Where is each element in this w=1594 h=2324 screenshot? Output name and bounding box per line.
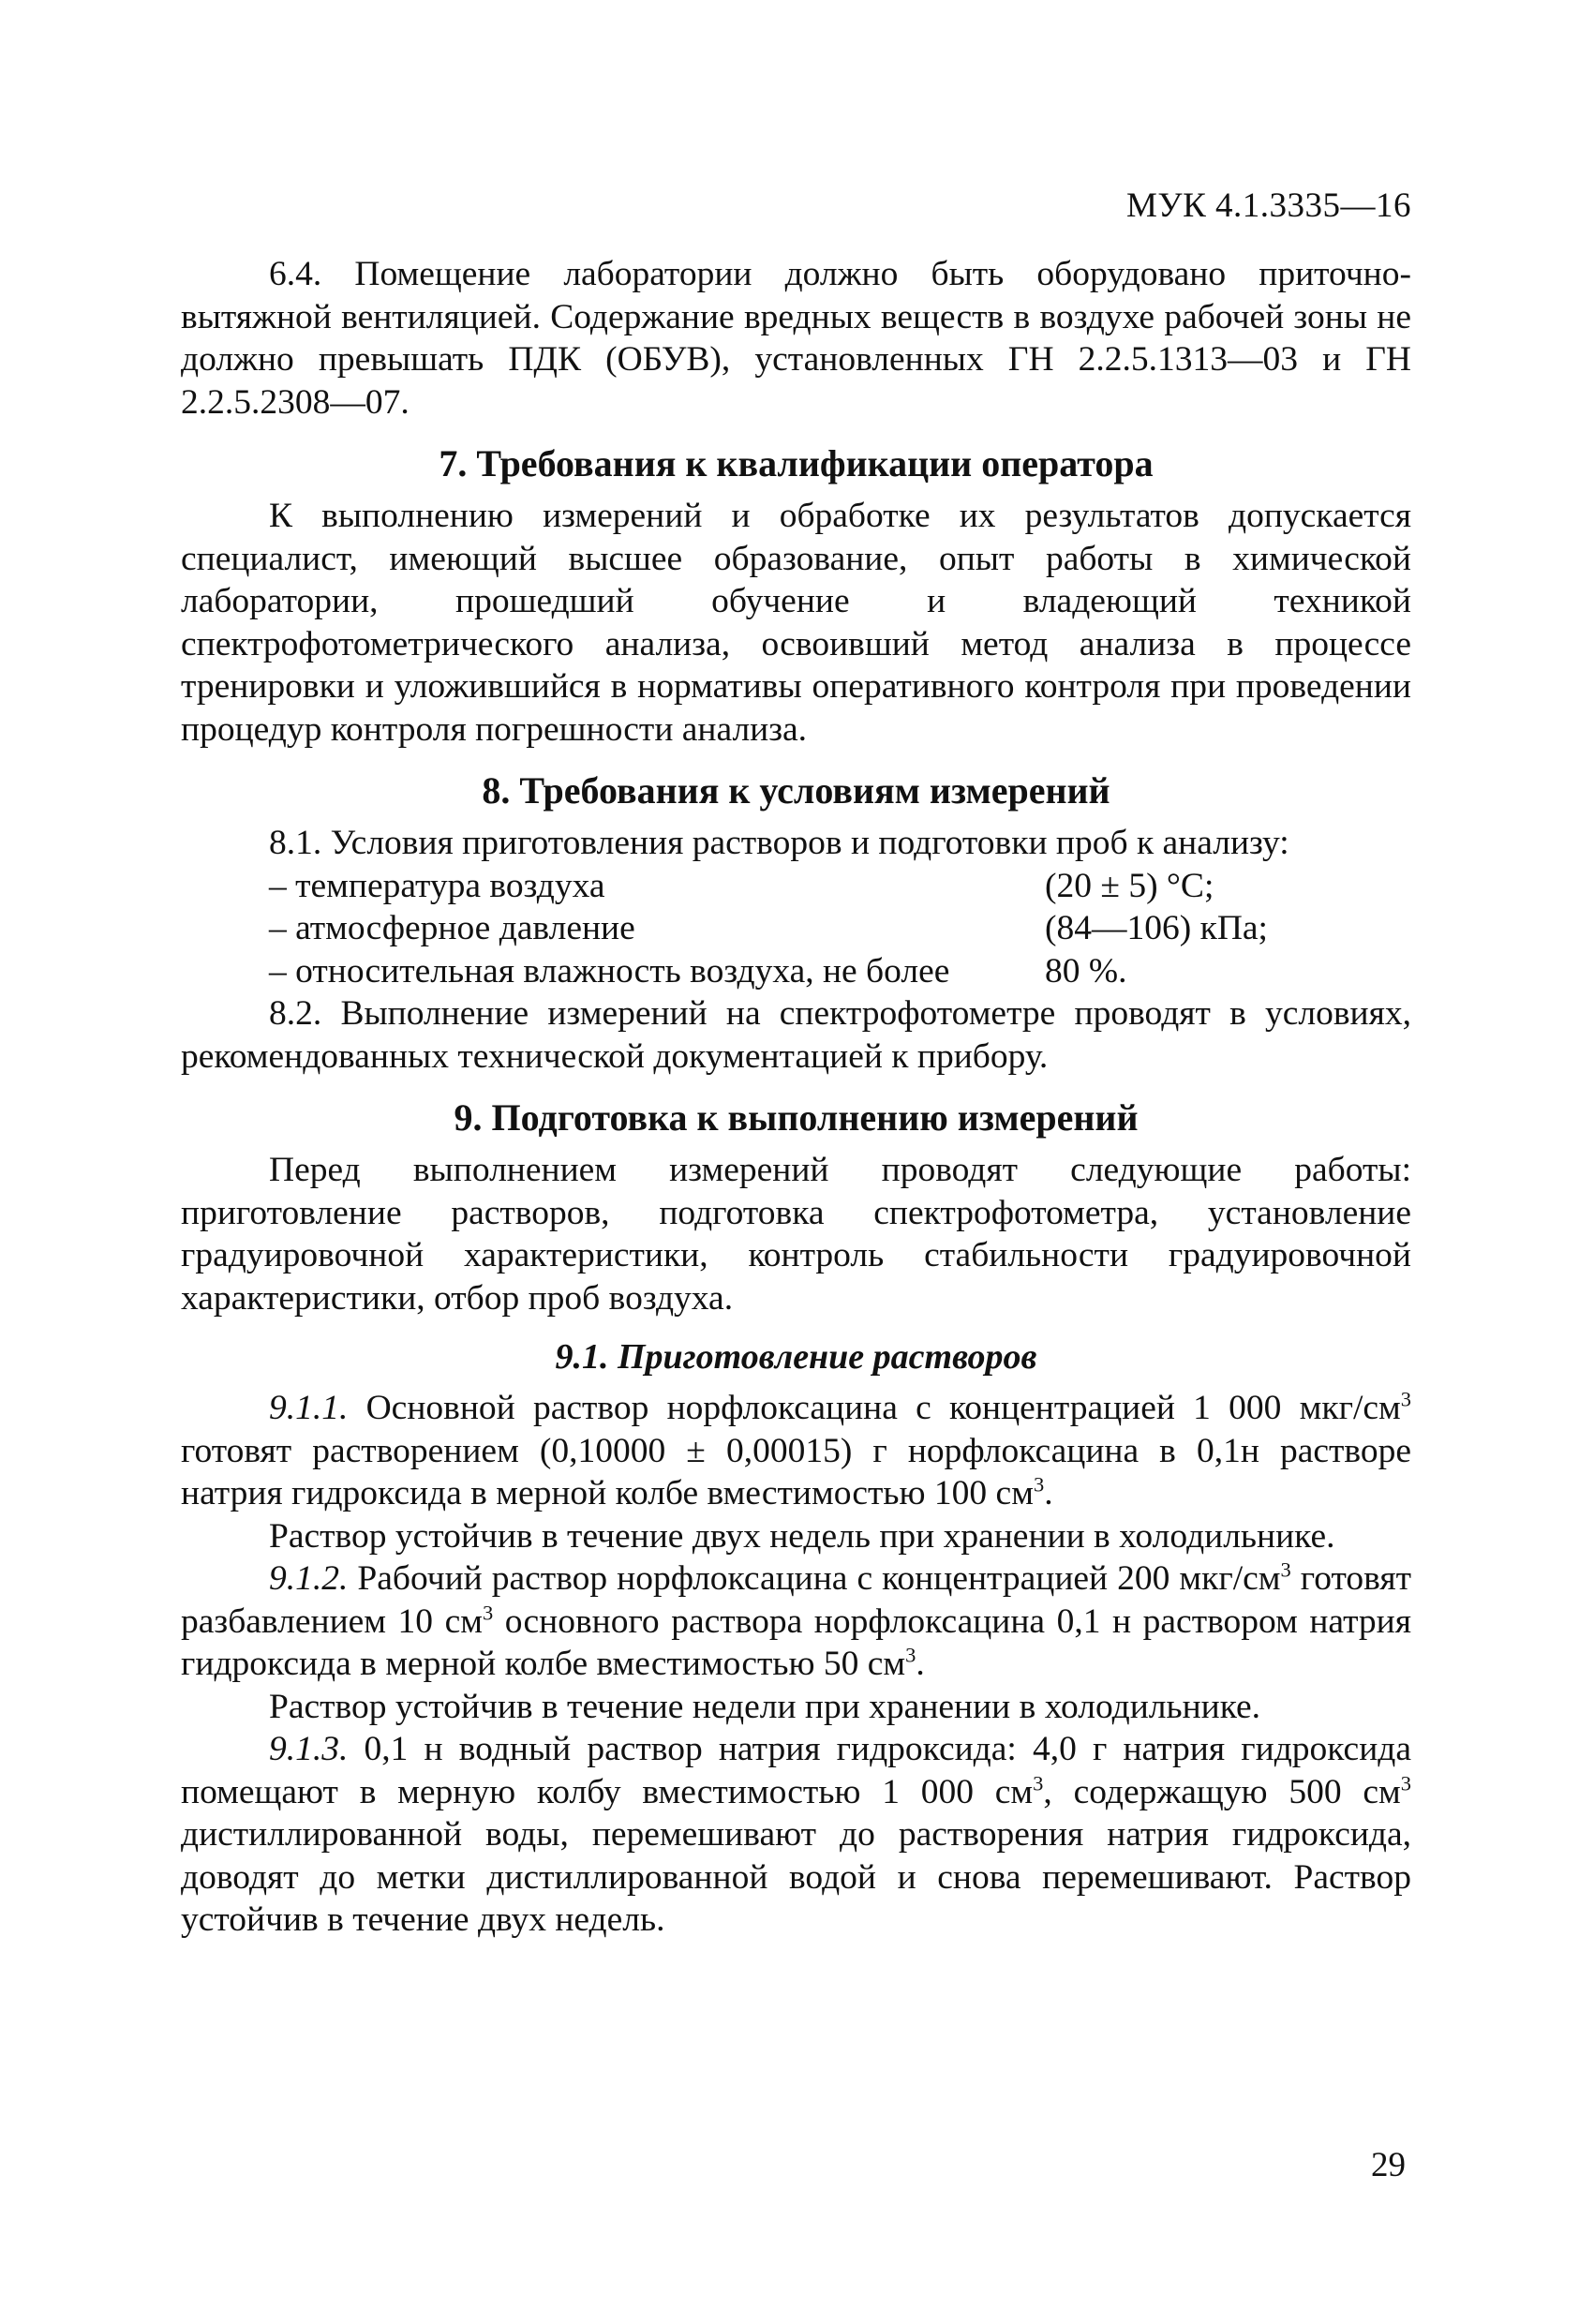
text-run: . [916, 1645, 925, 1683]
page-content [181, 253, 1411, 1942]
text-run: дистиллированной воды, перемешивают до растворения натрия гидроксида, доводят до метки дистиллированной водой и снова перемешивают. Раствор устойчив в течение двух недель. [181, 1815, 1411, 1939]
paragraph-9-1-1-note: Раствор устойчив в течение двух недель при хранении в холодильнике. [269, 1516, 1335, 1556]
section-7-heading: 7. Требования к квалификации оператора [439, 442, 1154, 484]
subsection-9-1-heading: 9.1. Приготовление растворов [555, 1337, 1037, 1377]
condition-label: – атмосферное давление [269, 909, 635, 947]
condition-value: (20 ± 5) °С; [1045, 866, 1214, 905]
paragraph-9-1-2-note: Раствор устойчив в течение недели при хранении в холодильнике. [269, 1687, 1261, 1726]
superscript: 3 [905, 1643, 916, 1667]
document-code-header: МУК 4.1.3335—16 [1125, 186, 1411, 225]
paragraph-9-1-1 [181, 1387, 1411, 1515]
superscript: 3 [483, 1601, 494, 1624]
condition-value: (84—106) кПа; [1045, 909, 1268, 947]
text-run: . [1044, 1474, 1053, 1512]
superscript: 3 [1400, 1771, 1412, 1795]
item-number: 9.1.1. [269, 1389, 349, 1427]
text-run: , содержащую 500 см [1043, 1772, 1401, 1811]
section-9-intro: Перед выполнением измерений проводят следующие работы: приготовление растворов, подготовка спектрофотометра, установление градуировочной характеристики, контроль стабильности градуировочной характеристики, отбор проб воздуха. [181, 1151, 1411, 1318]
section-8-heading: 8. Требования к условиям измерений [482, 769, 1110, 812]
page-number: 29 [1371, 2146, 1406, 2184]
section-7-text: К выполнению измерений и обработке их результатов допускается специалист, имеющий высшее образование, опыт работы в химической лаборатории, прошедший обучение и владеющий техникой спектрофотометрического анализа, освоивший метод анализа в процессе тренировки и уложившийся в нормативы оперативного контроля при проведении процедур контроля погрешности анализа. [181, 497, 1411, 749]
text-run: готовят разбавлением 10 см [181, 1559, 1411, 1641]
paragraph-9-1-3 [181, 1728, 1411, 1942]
item-number: 9.1.3. [269, 1730, 349, 1768]
section-9-heading: 9. Подготовка к выполнению измерений [454, 1096, 1139, 1139]
text-run: готовят растворением (0,10000 ± 0,00015) г норфлоксацина в 0,1н растворе натрия гидроксида в мерной колбе вместимостью 100 см [181, 1431, 1411, 1512]
text-run: Основной раствор норфлоксацина с концентрацией 1 000 мкг/см [348, 1389, 1401, 1427]
condition-value: 80 %. [1045, 951, 1127, 991]
superscript: 3 [1033, 1771, 1044, 1795]
paragraph-8-1: 8.1. Условия приготовления растворов и подготовки проб к анализу: [269, 824, 1289, 862]
text-run: основного раствора норфлоксацина 0,1 н раствором натрия гидроксида в мерной колбе вместимостью 50 см [181, 1601, 1411, 1683]
condition-label: – температура воздуха [269, 866, 605, 905]
paragraph-6-4: 6.4. Помещение лаборатории должно быть оборудовано приточно-вытяжной вентиляцией. Содержание вредных веществ в воздухе рабочей зоны не должно превышать ПДК (ОБУВ), установленных ГН 2.2.5.1313—03 и ГН 2.2.5.2308—07. [181, 255, 1411, 422]
text-run: 0,1 н водный раствор натрия гидроксида: 4,0 г натрия гидроксида помещают в мерную колбу вместимостью 1 000 см [181, 1730, 1411, 1811]
superscript: 3 [1033, 1472, 1045, 1497]
paragraph-8-2: 8.2. Выполнение измерений на спектрофотометре проводят в условиях, рекомендованных технической документацией к прибору. [181, 994, 1411, 1076]
condition-row [181, 865, 1411, 908]
text-run: Рабочий раствор норфлоксацина с концентрацией 200 мкг/см [348, 1559, 1281, 1598]
condition-row [181, 950, 1411, 993]
paragraph-9-1-2 [181, 1557, 1411, 1686]
superscript: 3 [1400, 1387, 1411, 1411]
condition-label: – относительная влажность воздуха, не более [269, 951, 950, 991]
item-number: 9.1.2. [269, 1559, 349, 1598]
condition-row [181, 907, 1411, 950]
superscript: 3 [1280, 1557, 1291, 1582]
